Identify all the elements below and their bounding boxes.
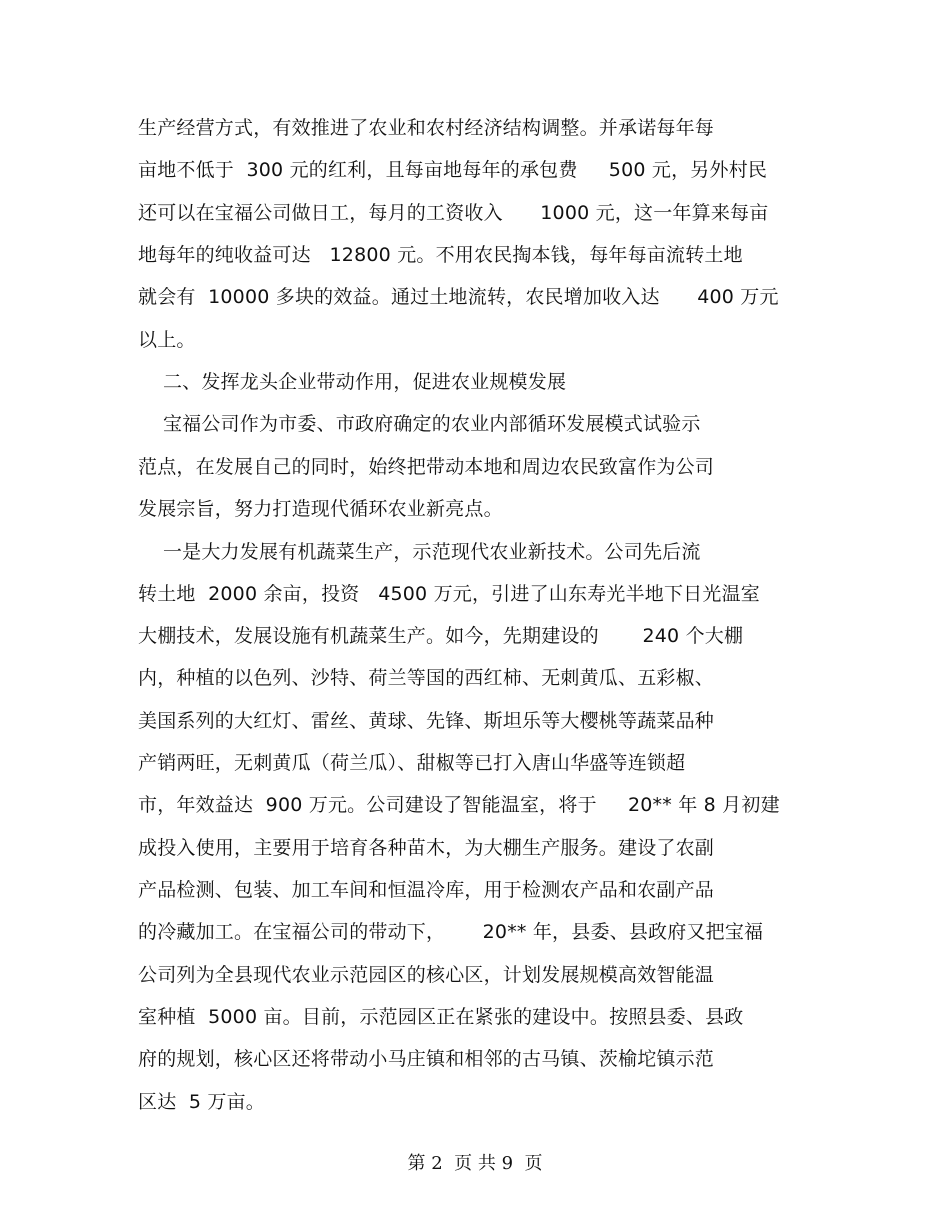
text-line: 内，种植的以色列、沙特、荷兰等国的西红柿、无刺黄瓜、五彩椒、 <box>138 667 715 689</box>
text-line: 府的规划，核心区还将带动小马庄镇和相邻的古马镇、茨榆坨镇示范 <box>138 1048 715 1070</box>
text-line: 室种植 5000 亩。目前，示范园区正在紧张的建设中。按照县委、县政 <box>138 1006 744 1028</box>
text-line: 就会有 10000 多块的效益。通过土地流转，农民增加收入达 400 万元 <box>138 286 779 308</box>
text-line: 还可以在宝福公司做日工，每月的工资收入 1000 元，这一年算来每亩 <box>138 202 769 224</box>
text-line: 转土地 2000 余亩，投资 4500 万元，引进了山东寿光半地下日光温室 <box>138 583 760 605</box>
text-line: 大棚技术，发展设施有机蔬菜生产。如今，先期建设的 240 个大棚 <box>138 625 744 647</box>
text-line: 的冷藏加工。在宝福公司的带动下， 20** 年，县委、县政府又把宝福 <box>138 921 764 943</box>
text-line: 市，年效益达 900 万元。公司建设了智能温室，将于 20** 年 8 月初建 <box>138 794 780 816</box>
text-line: 地每年的纯收益可达 12800 元。不用农民掏本钱，每年每亩流转土地 <box>138 244 743 266</box>
text-line: 以上。 <box>138 329 196 351</box>
text-line: 产销两旺，无刺黄瓜（荷兰瓜）、甜椒等已打入唐山华盛等连锁超 <box>138 752 686 774</box>
text-line: 成投入使用，主要用于培育各种苗木，为大棚生产服务。建设了农副 <box>138 837 715 859</box>
text-line: 亩地不低于 300 元的红利，且每亩地每年的承包费 500 元，另外村民 <box>138 159 768 181</box>
page-number-footer: 第 2 页 共 9 页 <box>407 1153 543 1174</box>
text-line: 公司列为全县现代农业示范园区的核心区，计划发展规模高效智能温 <box>138 964 715 986</box>
text-line: 生产经营方式，有效推进了农业和农村经济结构调整。并承诺每年每 <box>138 117 715 139</box>
text-line: 美国系列的大红灯、雷丝、黄球、先锋、斯坦乐等大樱桃等蔬菜品种 <box>138 710 715 732</box>
text-line: 范点，在发展自己的同时，始终把带动本地和周边农民致富作为公司 <box>138 456 715 478</box>
text-line: 一是大力发展有机蔬菜生产，示范现代农业新技术。公司先后流 <box>138 541 701 563</box>
section-heading: 二、发挥龙头企业带动作用，促进农业规模发展 <box>138 371 567 393</box>
text-line: 宝福公司作为市委、市政府确定的农业内部循环发展模式试验示 <box>138 413 701 435</box>
text-line: 产品检测、包装、加工车间和恒温冷库，用于检测农产品和农副产品 <box>138 879 715 901</box>
text-line: 发展宗旨，努力打造现代循环农业新亮点。 <box>138 498 503 520</box>
text-line: 区达 5 万亩。 <box>138 1091 266 1113</box>
